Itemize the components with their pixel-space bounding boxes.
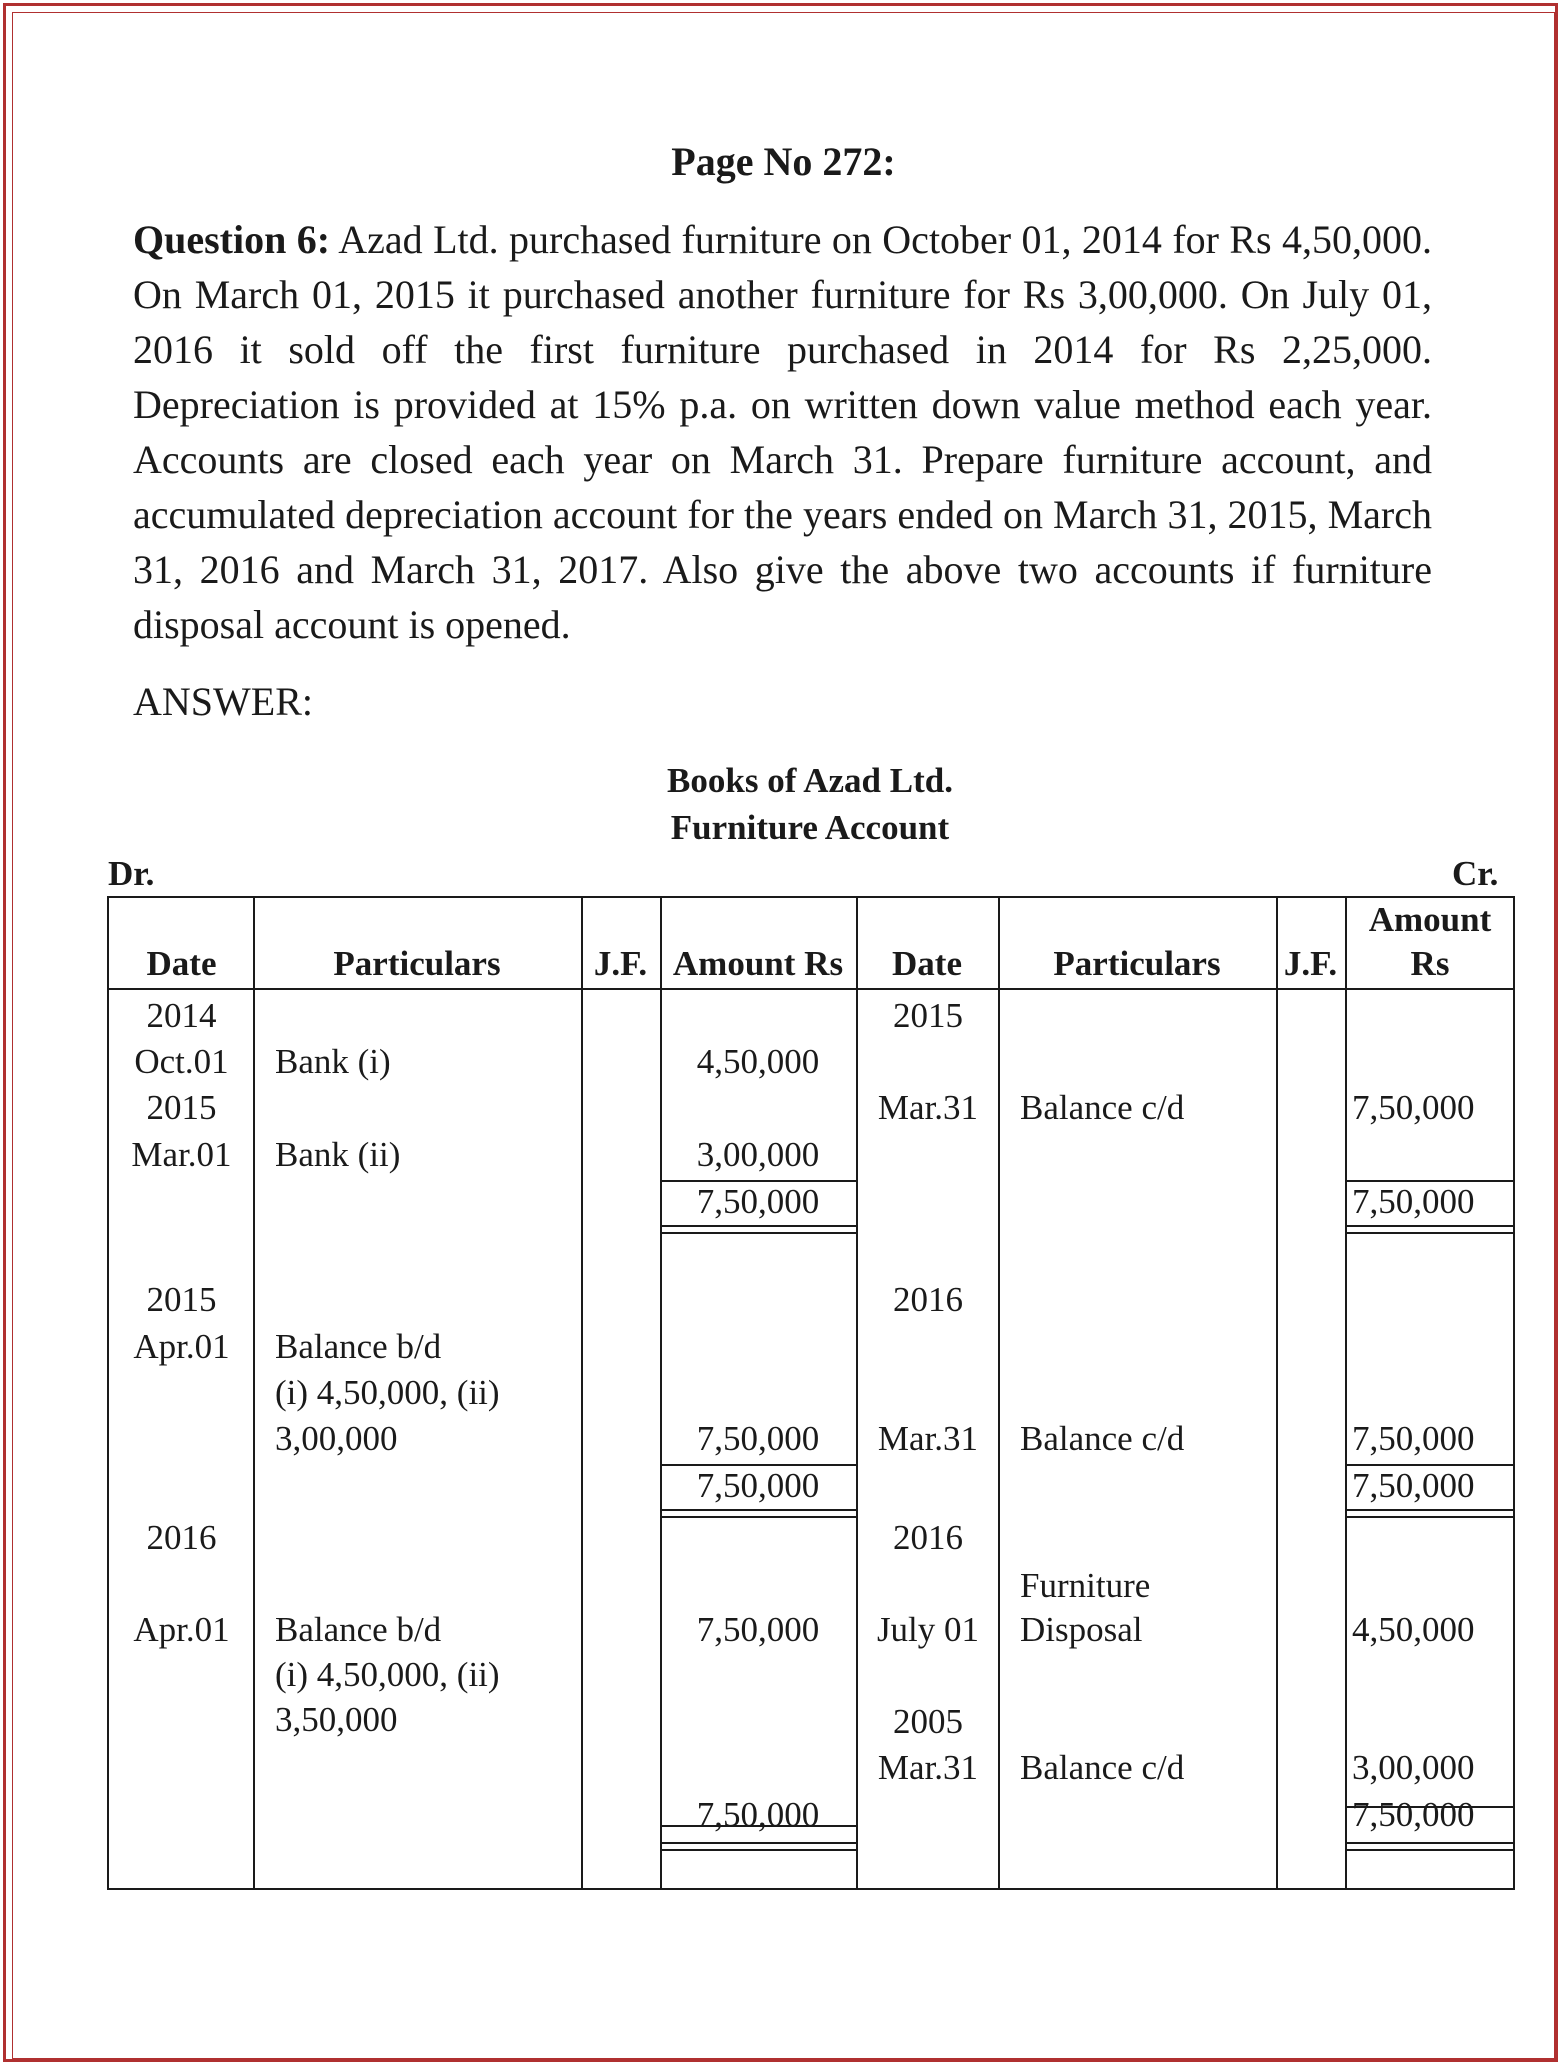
page-number: Page No 272: bbox=[671, 139, 896, 184]
entry-date: Mar.31 bbox=[877, 1748, 979, 1787]
question-text bbox=[133, 212, 1432, 652]
col-divider bbox=[1345, 896, 1347, 1890]
entry-amount: 3,00,000 bbox=[1352, 1748, 1475, 1787]
entry-particulars: Balance c/d bbox=[1020, 1748, 1185, 1787]
entry-total: 7,50,000 bbox=[1352, 1795, 1475, 1834]
entry-total: 7,50,000 bbox=[1352, 1466, 1475, 1505]
entry-amount: 4,50,000 bbox=[1352, 1610, 1475, 1649]
header-amount-right-line1: Amount bbox=[1368, 900, 1492, 939]
total-rule bbox=[1345, 1225, 1515, 1227]
entry-particulars: Bank (ii) bbox=[275, 1135, 401, 1174]
total-rule bbox=[1345, 1849, 1515, 1851]
entry-total: 7,50,000 bbox=[696, 1182, 820, 1221]
header-amount: Amount Rs bbox=[672, 944, 844, 983]
total-rule bbox=[1345, 1509, 1515, 1511]
header-jf: J.F. bbox=[593, 944, 648, 983]
total-rule bbox=[660, 1509, 856, 1511]
header-amount-right-line2: Rs bbox=[1410, 944, 1450, 983]
entry-year: 2005 bbox=[893, 1702, 963, 1741]
entry-total: 7,50,000 bbox=[1352, 1182, 1475, 1221]
entry-date: July 01 bbox=[876, 1610, 980, 1649]
entry-amount: 4,50,000 bbox=[696, 1042, 820, 1081]
col-divider bbox=[253, 896, 255, 1890]
entry-year: 2016 bbox=[893, 1280, 963, 1319]
entry-year: 2016 bbox=[893, 1518, 963, 1557]
entry-particulars: Balance c/d bbox=[1020, 1419, 1185, 1458]
entry-total: 7,50,000 bbox=[696, 1466, 820, 1505]
entry-particulars: Bank (i) bbox=[275, 1042, 391, 1081]
total-rule bbox=[660, 1232, 856, 1234]
col-divider bbox=[581, 896, 583, 1890]
col-divider bbox=[1276, 896, 1278, 1890]
entry-amount: 7,50,000 bbox=[696, 1610, 820, 1649]
header-date-right: Date bbox=[892, 944, 962, 983]
total-rule bbox=[1345, 1232, 1515, 1234]
col-divider bbox=[998, 896, 1000, 1890]
entry-particulars: Balance c/d bbox=[1020, 1088, 1185, 1127]
entry-year: 2016 bbox=[146, 1518, 217, 1557]
entry-amount: 3,00,000 bbox=[696, 1135, 820, 1174]
total-rule bbox=[1345, 1516, 1515, 1518]
entry-amount: 7,50,000 bbox=[1352, 1088, 1475, 1127]
total-rule bbox=[660, 1516, 856, 1518]
total-rule bbox=[660, 1842, 856, 1844]
entry-year: 2015 bbox=[893, 996, 963, 1035]
entry-amount: 7,50,000 bbox=[696, 1419, 820, 1458]
entry-date: Mar.31 bbox=[877, 1088, 979, 1127]
entry-particulars: (i) 4,50,000, (ii) bbox=[275, 1373, 500, 1412]
header-particulars: Particulars bbox=[333, 944, 501, 983]
ledger-title bbox=[0, 757, 1567, 851]
entry-particulars: Disposal bbox=[1020, 1610, 1143, 1649]
entry-particulars: Balance b/d bbox=[275, 1610, 442, 1649]
entry-date: Mar.31 bbox=[877, 1419, 979, 1458]
question-body: Azad Ltd. purchased furniture on October 01, 2014 for Rs 4,50,000. On March 01, 2015 it purchased another furniture for Rs 3,00,000. On July 01, 2016 it sold off the first furniture purchased in 2014 for Rs 2,25,000. Depreciation is provided at 15% p.a. on written down value method each year. Accounts are closed each year on March 31. Prepare furniture account, and accumulated depreciation account for the years ended on March 31, 2015, March 31, 2016 and March 31, 2017. Also give the above two accounts if furniture disposal account is opened. bbox=[133, 217, 1432, 647]
header-date: Date bbox=[146, 944, 217, 983]
total-rule bbox=[660, 1225, 856, 1227]
header-divider bbox=[107, 988, 1515, 990]
entry-year: 2014 bbox=[146, 996, 217, 1035]
answer-label: ANSWER: bbox=[133, 679, 313, 724]
entry-date: Mar.01 bbox=[131, 1135, 232, 1174]
books-title: Books of Azad Ltd. bbox=[667, 761, 953, 800]
entry-amount: 7,50,000 bbox=[1352, 1419, 1475, 1458]
entry-particulars: Balance b/d bbox=[275, 1327, 442, 1366]
dr-label: Dr. bbox=[108, 854, 155, 893]
entry-date: Oct.01 bbox=[134, 1042, 229, 1081]
account-title: Furniture Account bbox=[670, 808, 950, 847]
entry-particulars: (i) 4,50,000, (ii) bbox=[275, 1655, 500, 1694]
question-label: Question 6: bbox=[133, 217, 331, 262]
header-jf-right: J.F. bbox=[1283, 944, 1338, 983]
entry-particulars: Furniture bbox=[1020, 1566, 1151, 1605]
entry-particulars: 3,50,000 bbox=[275, 1700, 398, 1739]
entry-date: Apr.01 bbox=[133, 1327, 230, 1366]
header-particulars-right: Particulars bbox=[1053, 944, 1221, 983]
cr-label: Cr. bbox=[1452, 854, 1499, 893]
entry-total: 7,50,000 bbox=[696, 1795, 820, 1834]
total-rule bbox=[1345, 1842, 1515, 1844]
entry-particulars: 3,00,000 bbox=[275, 1419, 398, 1458]
entry-year: 2015 bbox=[146, 1088, 217, 1127]
total-rule bbox=[660, 1849, 856, 1851]
entry-year: 2015 bbox=[146, 1280, 217, 1319]
entry-date: Apr.01 bbox=[133, 1610, 230, 1649]
